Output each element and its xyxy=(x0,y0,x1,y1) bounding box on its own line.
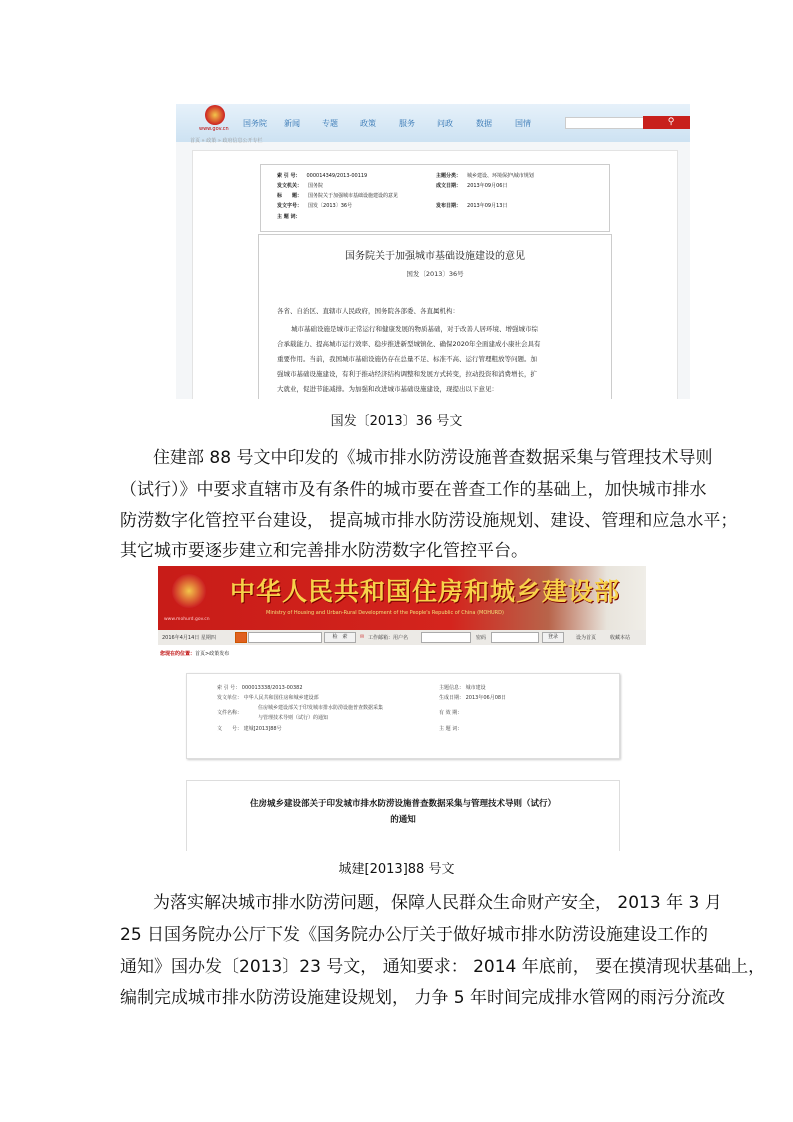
document-meta-table xyxy=(186,673,620,759)
site-url: www.mohurd.gov.cn xyxy=(164,617,210,622)
body-line: 住建部 88 号文中印发的《城市排水防涝设施普查数据采集与管理技术导则 xyxy=(153,448,713,468)
body-line: 25 日国务院办公厅下发《国务院办公厅关于做好城市排水防涝设施建设工作的 xyxy=(120,925,709,945)
document-meta-table xyxy=(260,164,610,232)
doc-line: 强城市基础设施建设，有利于推动经济结构调整和发展方式转变，拉动投资和消费增长，扩 xyxy=(277,370,537,378)
password-input[interactable] xyxy=(491,632,539,643)
doc-line: 重要作用。当前，我国城市基础设施仍存在总量不足、标准不高、运行管理粗放等问题。加 xyxy=(277,355,537,363)
meta-label: 索 引 号： xyxy=(277,173,301,179)
meta-value: 国务院 xyxy=(308,183,324,189)
meta-label: 主题分类： xyxy=(436,173,462,179)
nav-item[interactable]: 政策 xyxy=(360,119,376,128)
meta-label: 发布日期： xyxy=(436,203,462,209)
doc-title-line: 住房城乡建设部关于印发城市排水防涝设施普查数据采集与管理技术导则（试行） xyxy=(249,799,556,809)
meta-label: 有 效 期： xyxy=(439,710,463,716)
meta-value: 2013年09月13日 xyxy=(467,203,508,209)
login-button[interactable]: 登录 xyxy=(542,632,564,643)
nav-item[interactable]: 国情 xyxy=(515,119,531,128)
body-line: （试行）》中要求直辖市及有条件的城市要在普查工作的基础上，加快城市排水 xyxy=(120,480,707,500)
meta-value: 2013年06月08日 xyxy=(465,695,507,701)
body-line: 防涝数字化管控平台建设， 提高城市排水防涝设施规划、建设、管理和应急水平； xyxy=(120,511,738,531)
meta-label: 发文机关： xyxy=(277,183,303,189)
search-input[interactable] xyxy=(565,117,645,129)
meta-value: 住房城乡建设部关于印发城市排水防涝设施普查数据采集 xyxy=(258,705,384,711)
body-line: 编制完成城市排水防涝设施建设规划， 力争 5 年时间完成排水管网的雨污分流改 xyxy=(120,988,726,1008)
meta-value: 与管理技术导则（试行）的通知 xyxy=(258,715,329,721)
doc-line: 各省、自治区、直辖市人民政府，国务院各部委、各直属机构： xyxy=(277,307,459,315)
search-icon[interactable] xyxy=(235,632,247,643)
doc-title-line: 的通知 xyxy=(390,815,416,825)
nav-item[interactable]: 国务院 xyxy=(243,119,267,128)
national-emblem-icon xyxy=(172,574,206,608)
national-emblem-icon xyxy=(205,105,225,125)
search-button[interactable] xyxy=(643,116,690,129)
meta-label: 成文日期： xyxy=(436,183,462,189)
mail-icon: ✉ xyxy=(360,634,365,640)
password-label: 密码 xyxy=(476,635,487,641)
nav-item[interactable]: 服务 xyxy=(399,119,415,128)
site-banner xyxy=(158,566,646,630)
search-button[interactable]: 检 索 xyxy=(324,632,356,643)
username-input[interactable] xyxy=(421,632,471,643)
document-body xyxy=(186,780,620,851)
location-label: 您现在的位置： xyxy=(160,651,196,657)
nav-item[interactable]: 专题 xyxy=(322,119,338,128)
meta-value: 城乡建设、环境保护\城市规划 xyxy=(467,173,534,179)
meta-value: 中华人民共和国住房和城乡建设部 xyxy=(243,695,319,701)
site-logo-url: www.gov.cn xyxy=(199,126,229,132)
meta-label: 主题信息： xyxy=(439,685,465,691)
doc-line: 城市基础设施是城市正常运行和健康发展的物质基础，对于改善人居环境、增强城市综 xyxy=(291,325,538,333)
body-line: 为落实解决城市排水防涝问题，保障人民群众生命财产安全， 2013 年 3 月 xyxy=(153,893,722,913)
meta-value: 城市建设 xyxy=(465,685,486,691)
meta-value: 国发〔2013〕36号 xyxy=(308,203,353,209)
meta-label: 主 题 词： xyxy=(277,214,301,220)
meta-label: 文件名称： xyxy=(217,710,243,716)
location-value[interactable]: 首页>政策发布 xyxy=(195,651,230,657)
set-home-link[interactable]: 设为首页 xyxy=(576,635,597,641)
body-line: 通知》国办发〔2013〕23 号文， 通知要求： 2014 年底前， 要在摸清现状基础上， xyxy=(120,957,766,977)
search-icon: ⚲ xyxy=(667,117,675,127)
meta-label: 发文单位： xyxy=(217,695,243,701)
banner-subtitle: Ministry of Housing and Urban-Rural Development of the People's Republic of China (MOHURD) xyxy=(266,610,504,616)
meta-label: 发文字号： xyxy=(277,203,303,209)
meta-value: 000013338/2013-00382 xyxy=(241,685,303,691)
figure-caption: 国发〔2013〕36 号文 xyxy=(330,414,463,429)
toolbar xyxy=(158,630,646,645)
doc-number: 国发〔2013〕36号 xyxy=(406,270,464,278)
banner-title: 中华人民共和国住房和城乡建设部 xyxy=(230,577,621,606)
date-text: 2016年4月14日 星期四 xyxy=(162,635,216,641)
mail-label: 工作邮箱：用户名 xyxy=(368,635,409,641)
body-line: 其它城市要逐步建立和完善排水防涝数字化管控平台。 xyxy=(120,541,528,561)
location-breadcrumb xyxy=(160,650,229,657)
gov-cn-screenshot xyxy=(176,104,690,399)
search-input[interactable] xyxy=(248,632,322,643)
nav-item[interactable]: 问政 xyxy=(437,119,453,128)
nav-item[interactable]: 新闻 xyxy=(284,119,300,128)
doc-title xyxy=(187,796,619,828)
doc-line: 合承载能力、提高城市运行效率、稳步推进新型城镇化、确保2020年全面建成小康社会具有 xyxy=(277,340,541,348)
doc-title: 国务院关于加强城市基础设施建设的意见 xyxy=(345,251,525,262)
meta-value: 2013年09月06日 xyxy=(467,183,508,189)
meta-label: 文 号： xyxy=(217,726,243,732)
document-body xyxy=(258,234,612,399)
breadcrumb: 首页 » 政策 » 政府信息公开专栏 xyxy=(190,138,263,144)
bookmark-link[interactable]: 收藏本站 xyxy=(610,635,631,641)
nav-item[interactable]: 数据 xyxy=(476,119,492,128)
meta-label: 索 引 号： xyxy=(217,685,241,691)
mohurd-screenshot xyxy=(158,566,646,851)
meta-value: 国务院关于加强城市基础设施建设的意见 xyxy=(308,193,399,199)
meta-value: 建城[2013]88号 xyxy=(243,726,282,732)
meta-label: 标 题： xyxy=(277,193,303,199)
doc-line: 大就业，促进节能减排。为加强和改进城市基础设施建设，现提出以下意见： xyxy=(277,385,498,393)
figure-caption: 城建[2013]88 号文 xyxy=(338,862,455,877)
meta-value: 000014349/2013-00119 xyxy=(306,173,368,179)
meta-label: 主 题 词： xyxy=(439,726,463,732)
meta-label: 生成日期： xyxy=(439,695,465,701)
